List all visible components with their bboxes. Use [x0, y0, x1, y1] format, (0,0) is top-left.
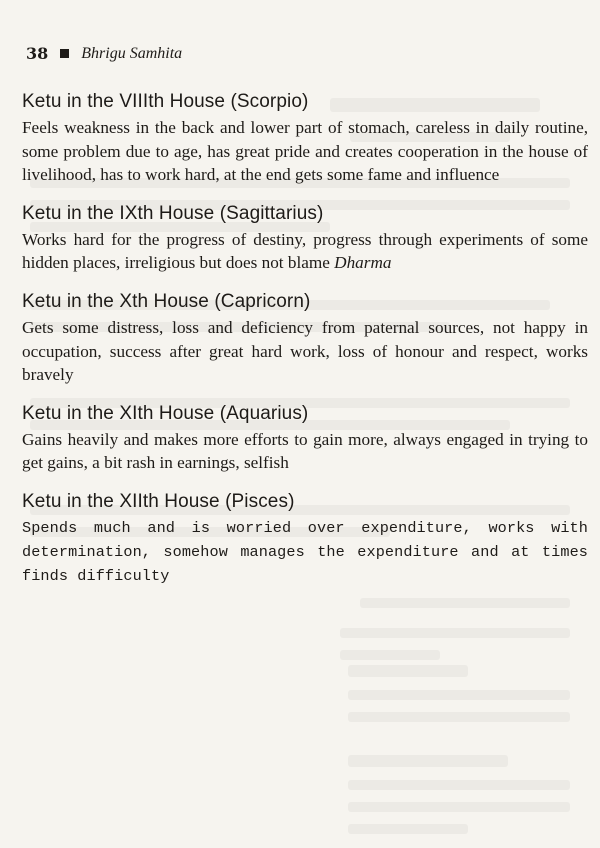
- section-body: Gains heavily and makes more efforts to gain more, always engaged in trying to get gains, a bit rash in earnings, selfish: [22, 429, 588, 473]
- section-body: Spends much and is worried over expenditure, works with determination, somehow manages the expenditure and at times finds difficulty: [22, 518, 588, 585]
- section-ketu-8th-house: [22, 90, 588, 187]
- running-title: Bhrigu Samhita: [81, 44, 183, 62]
- section-heading: Ketu in the XIIth House (Pisces): [22, 490, 295, 512]
- section-ketu-10th-house: [22, 290, 588, 387]
- page-content: [22, 90, 588, 588]
- section-ketu-12th-house: [22, 490, 588, 588]
- section-heading: Ketu in the IXth House (Sagittarius): [22, 202, 324, 224]
- section-ketu-11th-house: [22, 402, 588, 475]
- square-bullet-icon: [60, 49, 69, 58]
- running-header: [26, 44, 182, 63]
- section-body: Feels weakness in the back and lower part of stomach, careless in daily routine, some problem due to age, has great pride and creates cooperation in the house of livelihood, has to work hard, at the end gets some fame and influence: [22, 118, 588, 185]
- section-body-wrapper: [22, 228, 588, 275]
- section-ketu-9th-house: [22, 202, 588, 275]
- section-body-italic-term: Dharma: [334, 253, 392, 273]
- section-heading: Ketu in the XIth House (Aquarius): [22, 402, 309, 424]
- section-heading: Ketu in the Xth House (Capricorn): [22, 290, 311, 312]
- page-number: 38: [26, 44, 49, 63]
- section-body: Works hard for the progress of destiny, progress through experiments of some hidden places, irreligious but does not blame: [22, 229, 588, 273]
- section-body: Gets some distress, loss and deficiency from paternal sources, not happy in occupation, success after great hard work, loss of honour and respect, works bravely: [22, 317, 588, 385]
- section-heading: Ketu in the VIIIth House (Scorpio): [22, 91, 309, 112]
